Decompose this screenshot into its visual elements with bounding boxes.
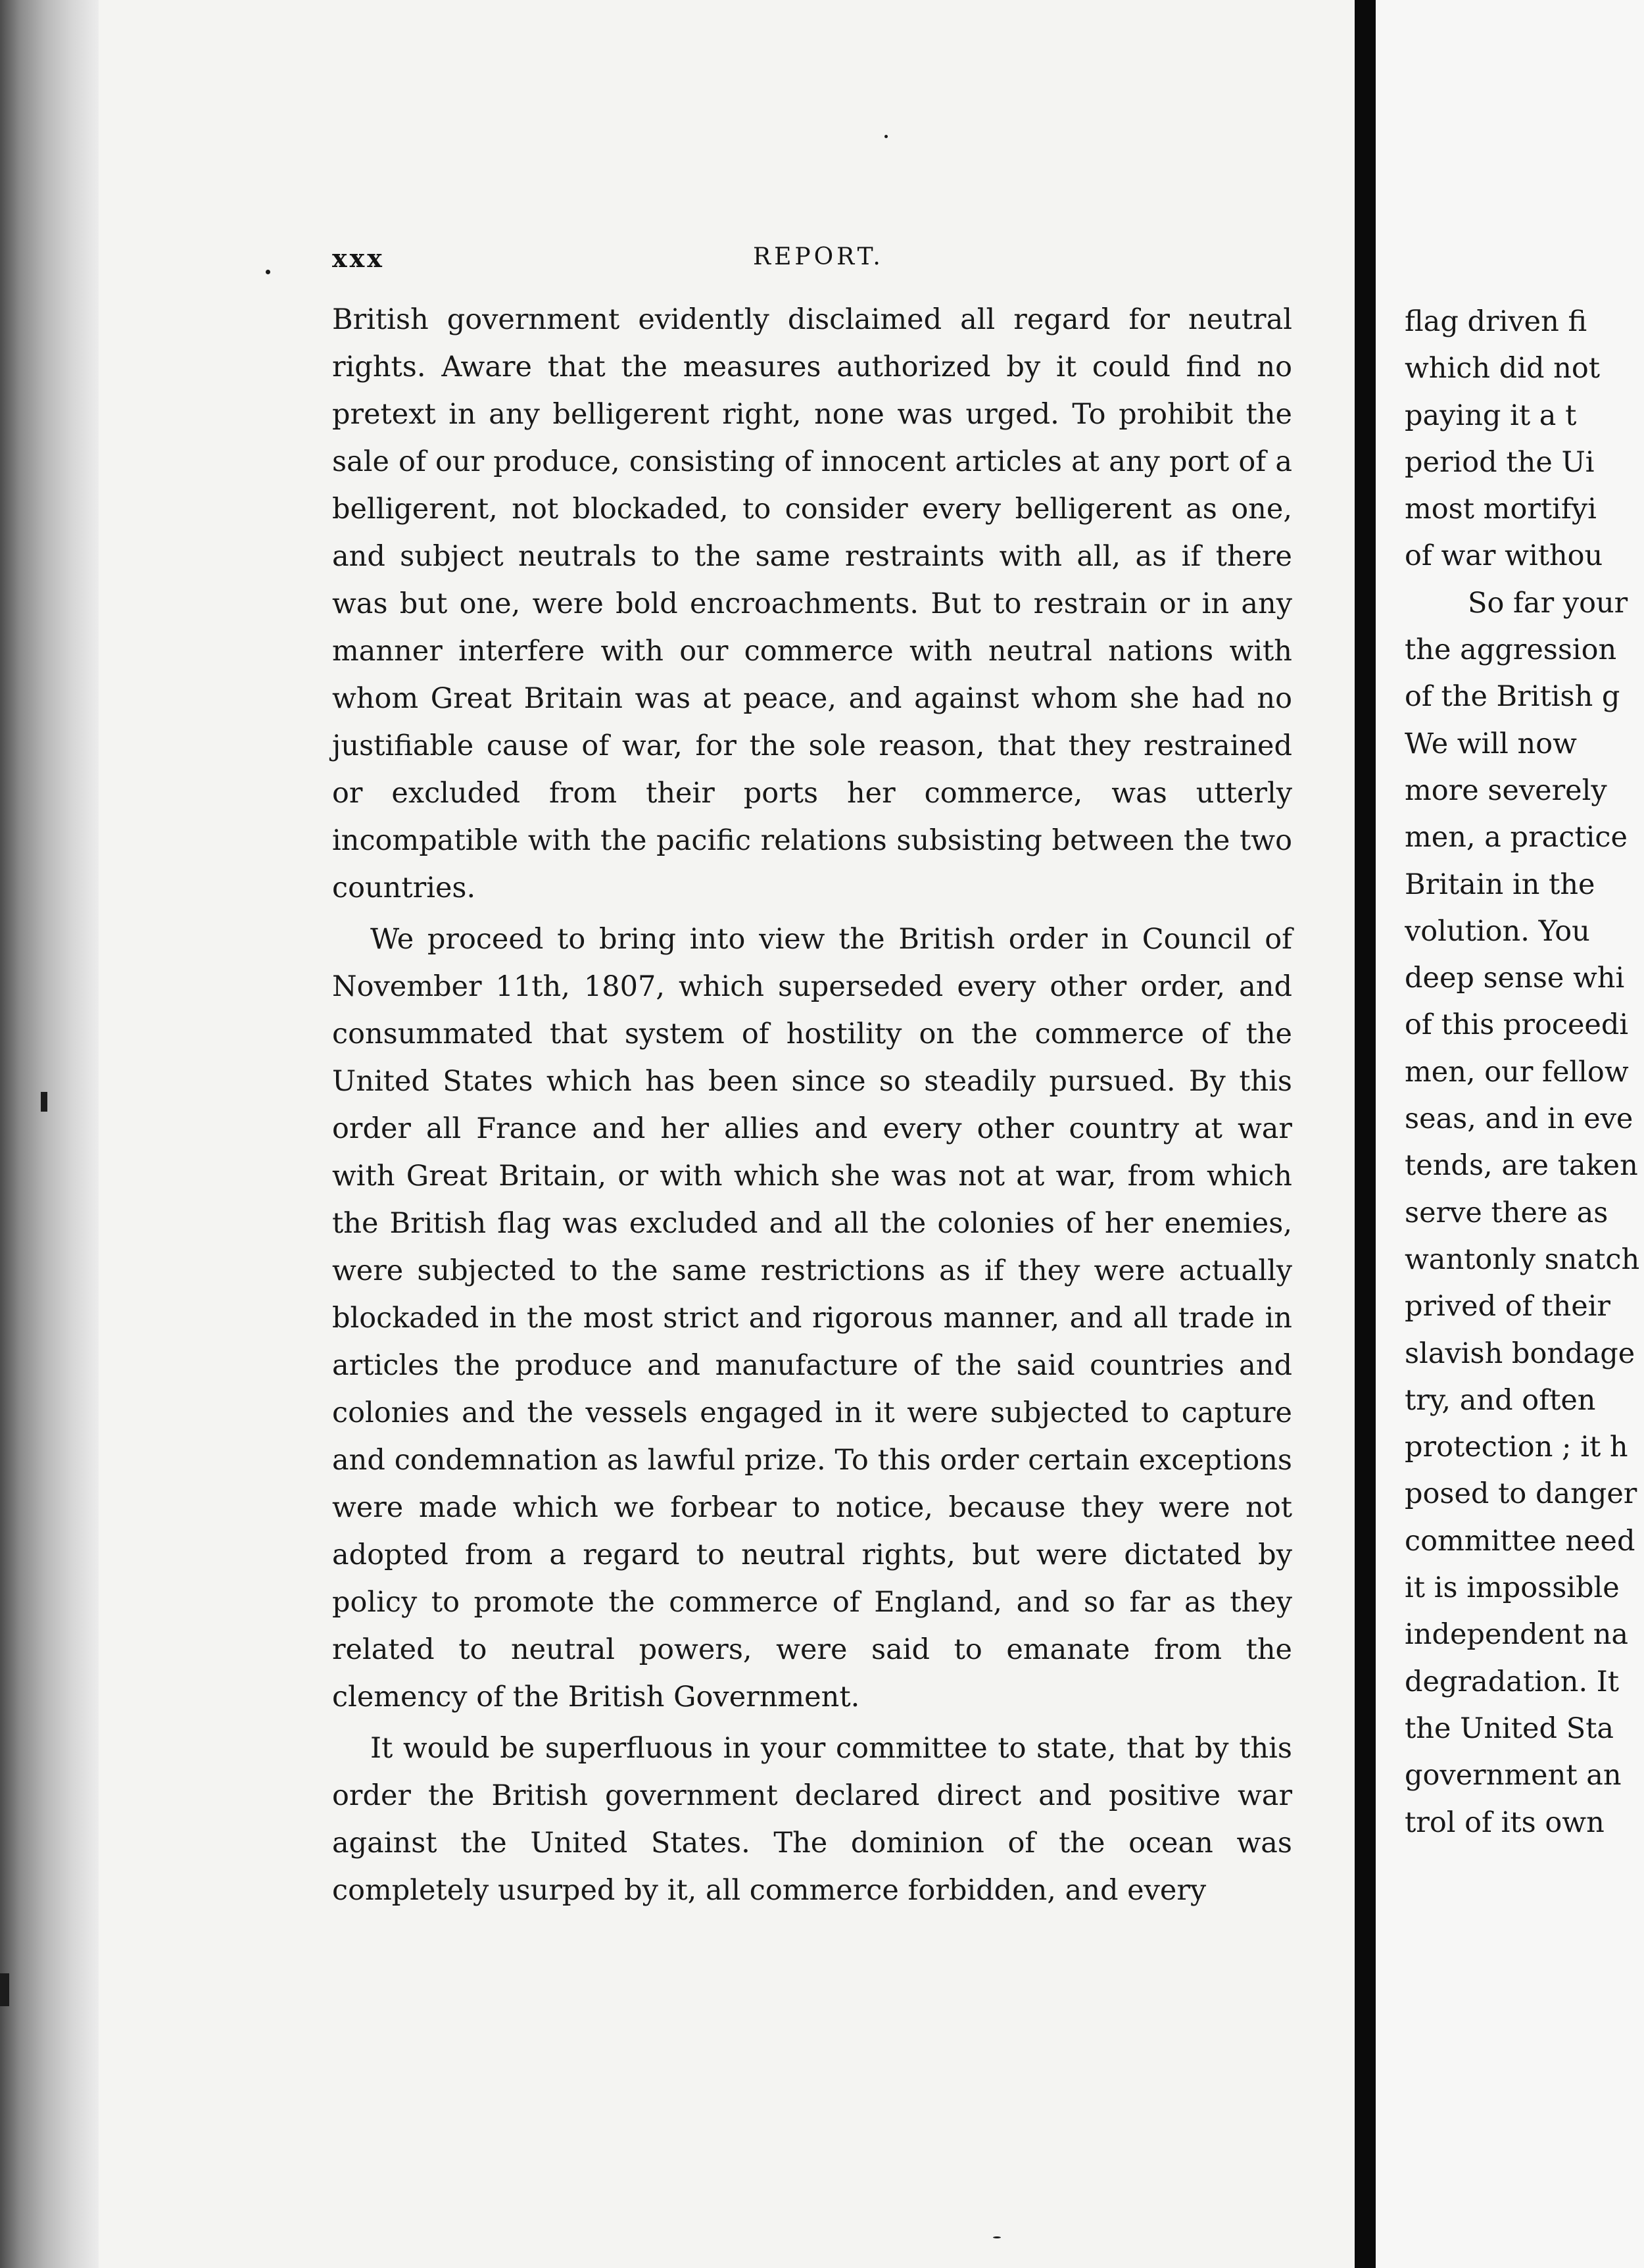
text-line: serve there as	[1405, 1196, 1608, 1229]
scan-speck	[266, 270, 270, 274]
text-line: most mortifyi	[1405, 493, 1597, 526]
text-line: of war withou	[1405, 539, 1603, 573]
text-line: protection ; it h	[1405, 1431, 1628, 1464]
text-line: which did not	[1405, 352, 1601, 385]
page-number: xxx	[332, 243, 385, 273]
scan-speck	[993, 2236, 1001, 2238]
right-page-content	[1405, 299, 1644, 1846]
text-line: government an	[1405, 1759, 1622, 1792]
text-line: try, and often	[1405, 1383, 1596, 1417]
text-line: independent na	[1405, 1618, 1629, 1652]
text-line: men, a practice	[1405, 821, 1628, 854]
text-line: paying it a t	[1405, 399, 1577, 432]
left-page-content	[332, 243, 1292, 1918]
text-line: We will now	[1405, 727, 1577, 760]
text-line: committee need	[1405, 1524, 1635, 1558]
text-line: period the Ui	[1405, 445, 1595, 479]
text-line: men, our fellow	[1405, 1055, 1629, 1089]
text-line: the aggression	[1405, 633, 1617, 667]
text-line: volution. You	[1405, 914, 1590, 948]
text-line: deep sense whi	[1405, 962, 1625, 995]
binding-edge	[0, 0, 99, 2268]
text-line: tends, are taken	[1405, 1149, 1638, 1183]
text-line: Britain in the	[1405, 868, 1595, 901]
text-line: posed to danger	[1405, 1477, 1637, 1511]
scan-edge-mark	[0, 1973, 9, 2006]
text-line: degradation. It	[1405, 1665, 1620, 1698]
text-line: trol of its own	[1405, 1806, 1605, 1839]
paragraph: We proceed to bring into view the British order in Council of November 11th, 1807, which superseded every other order, and consummated that system of hostility on the commerce of the United States which has been since so steadily pursued. By this order all France and her allies and every other country at war with Great Britain, or with which she was not at war, from which the British flag was excluded and all the colonies of her enemies, were subjected to the same restrictions as if they were actually blockaded in the most strict and rigorous manner, and all trade in articles the produce and manufacture of the said countries and colonies and the vessels engaged in it were subjected to capture and condemnation as lawful prize. To this order certain exceptions were made which we forbear to notice, because they were not adopted from a regard to neutral rights, but were dictated by policy to promote the commerce of England, and so far as they related to neutral powers, were said to emanate from the clemency of the British Government.	[332, 923, 1292, 1713]
text-line: So far your	[1468, 586, 1628, 620]
text-line: of this proceedi	[1405, 1008, 1629, 1042]
text-line: it is impossible	[1405, 1571, 1620, 1605]
text-line: more severely	[1405, 774, 1607, 807]
running-title: REPORT.	[753, 243, 884, 270]
scan-edge-mark	[41, 1092, 47, 1112]
running-head	[332, 243, 1292, 280]
body-text	[332, 296, 1292, 1914]
paragraph: It would be superfluous in your committee to state, that by this order the British government declared direct and positive war against the United States. The dominion of the ocean was completely usurped by it, all commerce forbidden, and every	[332, 1732, 1292, 1907]
scan-speck	[884, 135, 888, 138]
text-line: slavish bondage	[1405, 1337, 1635, 1370]
text-line: the United Sta	[1405, 1712, 1614, 1745]
text-line: prived of their	[1405, 1290, 1610, 1323]
gutter-shadow	[1355, 0, 1376, 2268]
paragraph: British government evidently disclaimed all regard for neutral rights. Aware that the measures authorized by it could find no pretext in any belligerent right, none was urged. To prohibit the sale of our produce, consisting of innocent articles at any port of a belligerent, not blockaded, to consider every belligerent as one, and subject neutrals to the same restraints with all, as if there was but one, were bold encroachments. But to restrain or in any manner interfere with our commerce with neutral nations with whom Great Britain was at peace, and against whom she had no justifiable cause of war, for the sole reason, that they restrained or excluded from their ports her commerce, was utterly incompatible with the pacific relations subsisting between the two countries.	[332, 303, 1292, 904]
text-line: seas, and in eve	[1405, 1102, 1633, 1136]
text-line: of the British g	[1405, 680, 1620, 714]
text-line: wantonly snatch	[1405, 1243, 1640, 1276]
text-line: flag driven fi	[1405, 305, 1587, 338]
